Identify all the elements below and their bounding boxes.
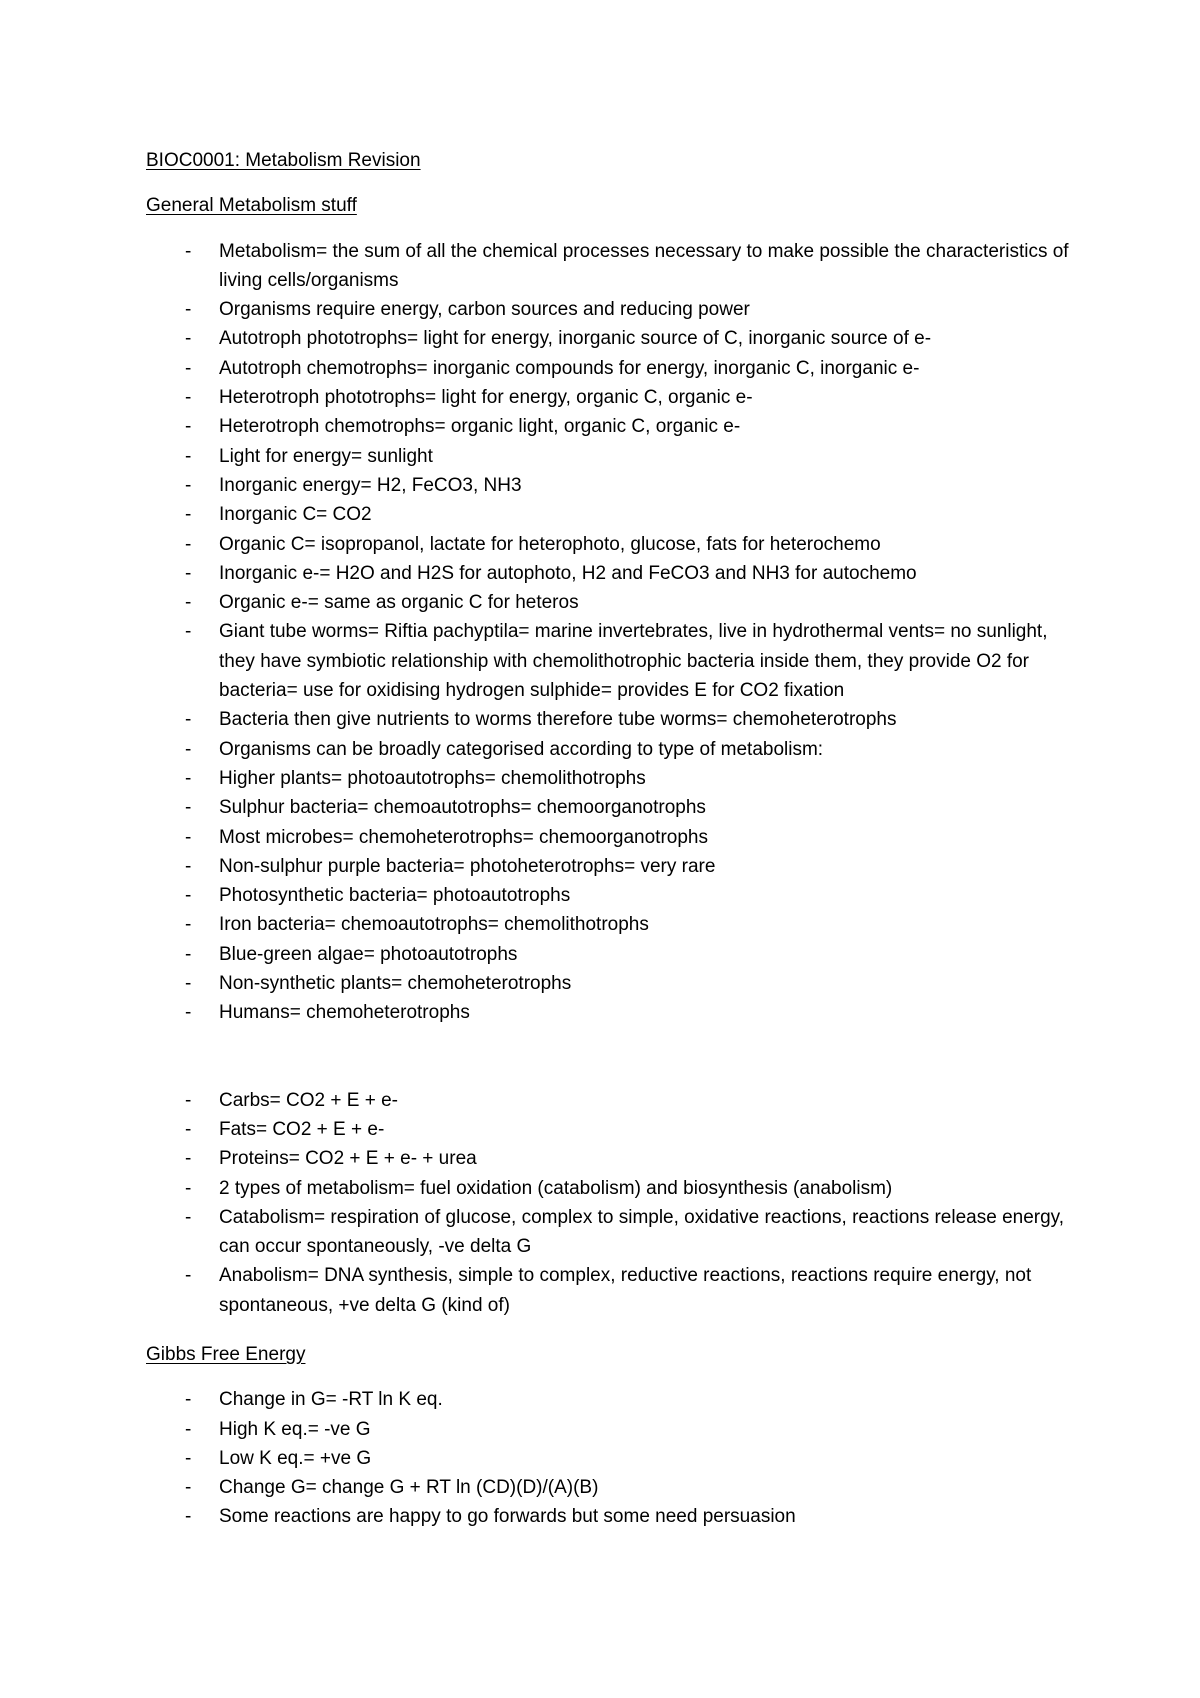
list-item: [146, 881, 1076, 910]
list-item: [146, 998, 1076, 1027]
bullet-dash: -: [185, 767, 192, 789]
bullet-dash: -: [185, 943, 192, 965]
list-item: [146, 1261, 1076, 1320]
list-item-text: Some reactions are happy to go forwards but some need persuasion: [219, 1506, 796, 1528]
bullet-dash: -: [185, 973, 192, 995]
list-item: [146, 500, 1076, 529]
spacer: [146, 221, 1076, 237]
list-item-text: Organic e-= same as organic C for heteros: [219, 592, 579, 614]
list-item-text: Blue-green algae= photoautotrophs: [219, 943, 518, 965]
bullet-dash: -: [185, 1447, 192, 1469]
list-item: [146, 910, 1076, 939]
bullet-dash: -: [185, 709, 192, 731]
spacer: [146, 1369, 1076, 1385]
list-item: [146, 969, 1076, 998]
bullet-dash: -: [185, 533, 192, 555]
list-item: [146, 940, 1076, 969]
bullet-dash: -: [185, 416, 192, 438]
list-item-text: Bacteria then give nutrients to worms therefore tube worms= chemoheterotrophs: [219, 709, 897, 731]
list-item-text: Proteins= CO2 + E + e- + urea: [219, 1148, 477, 1170]
list-item: [146, 1144, 1076, 1173]
list-item-text: Most microbes= chemoheterotrophs= chemoorganotrophs: [219, 826, 708, 848]
bullet-dash: -: [185, 855, 192, 877]
list-item-text: Change G= change G + RT ln (CD)(D)/(A)(B): [219, 1477, 599, 1499]
bullet-dash: -: [185, 328, 192, 350]
spacer: [146, 1028, 1076, 1086]
list-item-text: Organic C= isopropanol, lactate for heterophoto, glucose, fats for heterochemo: [219, 533, 881, 555]
list-item: [146, 324, 1076, 353]
bullet-list: [146, 1385, 1076, 1531]
bullet-list: [146, 237, 1076, 1028]
list-item-text: Sulphur bacteria= chemoautotrophs= chemoorganotrophs: [219, 797, 706, 819]
bullet-dash: -: [185, 1389, 192, 1411]
list-item-text: Autotroph chemotrophs= inorganic compounds for energy, inorganic C, inorganic e-: [219, 357, 920, 379]
list-item-text: Carbs= CO2 + E + e-: [219, 1089, 398, 1111]
list-item: [146, 588, 1076, 617]
bullet-list: [146, 1086, 1076, 1320]
list-item-text: Light for energy= sunlight: [219, 445, 433, 467]
list-item: [146, 705, 1076, 734]
list-item: [146, 793, 1076, 822]
list-item: [146, 1415, 1076, 1444]
list-item-text: Iron bacteria= chemoautotrophs= chemolithotrophs: [219, 914, 649, 936]
list-item-text: Non-sulphur purple bacteria= photoheterotrophs= very rare: [219, 855, 716, 877]
document-title: BIOC0001: Metabolism Revision: [146, 150, 421, 171]
list-item: [146, 530, 1076, 559]
list-item: [146, 383, 1076, 412]
list-item: [146, 412, 1076, 441]
list-item-text: Organisms require energy, carbon sources and reducing power: [219, 299, 750, 321]
list-item-text: Organisms can be broadly categorised according to type of metabolism:: [219, 738, 824, 760]
list-item: [146, 1086, 1076, 1115]
list-item: [146, 354, 1076, 383]
bullet-dash: -: [185, 1477, 192, 1499]
bullet-dash: -: [185, 738, 192, 760]
list-item: [146, 442, 1076, 471]
spacer: [146, 1320, 1076, 1340]
list-item-text: Inorganic C= CO2: [219, 504, 372, 526]
bullet-dash: -: [185, 885, 192, 907]
bullet-dash: -: [185, 387, 192, 409]
list-item-text: Non-synthetic plants= chemoheterotrophs: [219, 973, 572, 995]
list-item: [146, 1502, 1076, 1531]
section-heading: Gibbs Free Energy: [146, 1343, 306, 1365]
list-item-text: Change in G= -RT ln K eq.: [219, 1389, 443, 1411]
bullet-dash: -: [185, 240, 192, 262]
list-item-text: Inorganic energy= H2, FeCO3, NH3: [219, 474, 522, 496]
list-item-text: Catabolism= respiration of glucose, complex to simple, oxidative reactions, reactions release energy, can occur spontaneously, -ve delta G: [219, 1206, 1065, 1258]
list-item: [146, 471, 1076, 500]
bullet-dash: -: [185, 592, 192, 614]
list-item-text: Fats= CO2 + E + e-: [219, 1118, 385, 1140]
list-item: [146, 295, 1076, 324]
bullet-dash: -: [185, 1177, 192, 1199]
list-item: [146, 237, 1076, 296]
list-item: [146, 1174, 1076, 1203]
bullet-dash: -: [185, 474, 192, 496]
list-item: [146, 1203, 1076, 1262]
bullet-dash: -: [185, 357, 192, 379]
list-item: [146, 1385, 1076, 1414]
bullet-dash: -: [185, 1002, 192, 1024]
bullet-dash: -: [185, 1265, 192, 1287]
bullet-dash: -: [185, 621, 192, 643]
document-sections: [146, 191, 1076, 1531]
bullet-dash: -: [185, 299, 192, 321]
list-item-text: Anabolism= DNA synthesis, simple to complex, reductive reactions, reactions require energy, not spontaneous, +ve delta G (kind of): [219, 1265, 1032, 1316]
bullet-dash: -: [185, 1506, 192, 1528]
list-item-text: Inorganic e-= H2O and H2S for autophoto, H2 and FeCO3 and NH3 for autochemo: [219, 562, 917, 584]
list-item: [146, 764, 1076, 793]
list-item-text: Metabolism= the sum of all the chemical processes necessary to make possible the characteristics of living cells/organisms: [219, 240, 1069, 291]
bullet-dash: -: [185, 797, 192, 819]
list-item-text: 2 types of metabolism= fuel oxidation (catabolism) and biosynthesis (anabolism): [219, 1177, 893, 1199]
bullet-dash: -: [185, 562, 192, 584]
list-item: [146, 735, 1076, 764]
bullet-dash: -: [185, 1089, 192, 1111]
bullet-dash: -: [185, 1148, 192, 1170]
list-item-text: Autotroph phototrophs= light for energy, inorganic source of C, inorganic source of e-: [219, 328, 932, 350]
section-heading: General Metabolism stuff: [146, 195, 357, 217]
bullet-dash: -: [185, 914, 192, 936]
list-item: [146, 1444, 1076, 1473]
bullet-dash: -: [185, 826, 192, 848]
document-content: [146, 146, 1076, 1532]
list-item-text: Heterotroph chemotrophs= organic light, organic C, organic e-: [219, 416, 741, 438]
list-item-text: Heterotroph phototrophs= light for energy, organic C, organic e-: [219, 387, 753, 409]
list-item: [146, 1473, 1076, 1502]
bullet-dash: -: [185, 504, 192, 526]
bullet-dash: -: [185, 1206, 192, 1228]
list-item-text: High K eq.= -ve G: [219, 1418, 371, 1440]
spacer: [146, 175, 1076, 191]
list-item: [146, 559, 1076, 588]
list-item: [146, 1115, 1076, 1144]
bullet-dash: -: [185, 445, 192, 467]
list-item-text: Humans= chemoheterotrophs: [219, 1002, 470, 1024]
list-item-text: Higher plants= photoautotrophs= chemolithotrophs: [219, 767, 646, 789]
bullet-dash: -: [185, 1118, 192, 1140]
bullet-dash: -: [185, 1418, 192, 1440]
list-item: [146, 617, 1076, 705]
list-item-text: Low K eq.= +ve G: [219, 1447, 372, 1469]
list-item-text: Giant tube worms= Riftia pachyptila= marine invertebrates, live in hydrothermal vents= no sunlight, they have symbiotic relationship with chemolithotrophic bacteria inside them, they provide O2 for bacteria= use for oxidising hydrogen sulphide= provides E for CO2 fixation: [219, 621, 1048, 702]
list-item-text: Photosynthetic bacteria= photoautotrophs: [219, 885, 571, 907]
list-item: [146, 852, 1076, 881]
list-item: [146, 823, 1076, 852]
